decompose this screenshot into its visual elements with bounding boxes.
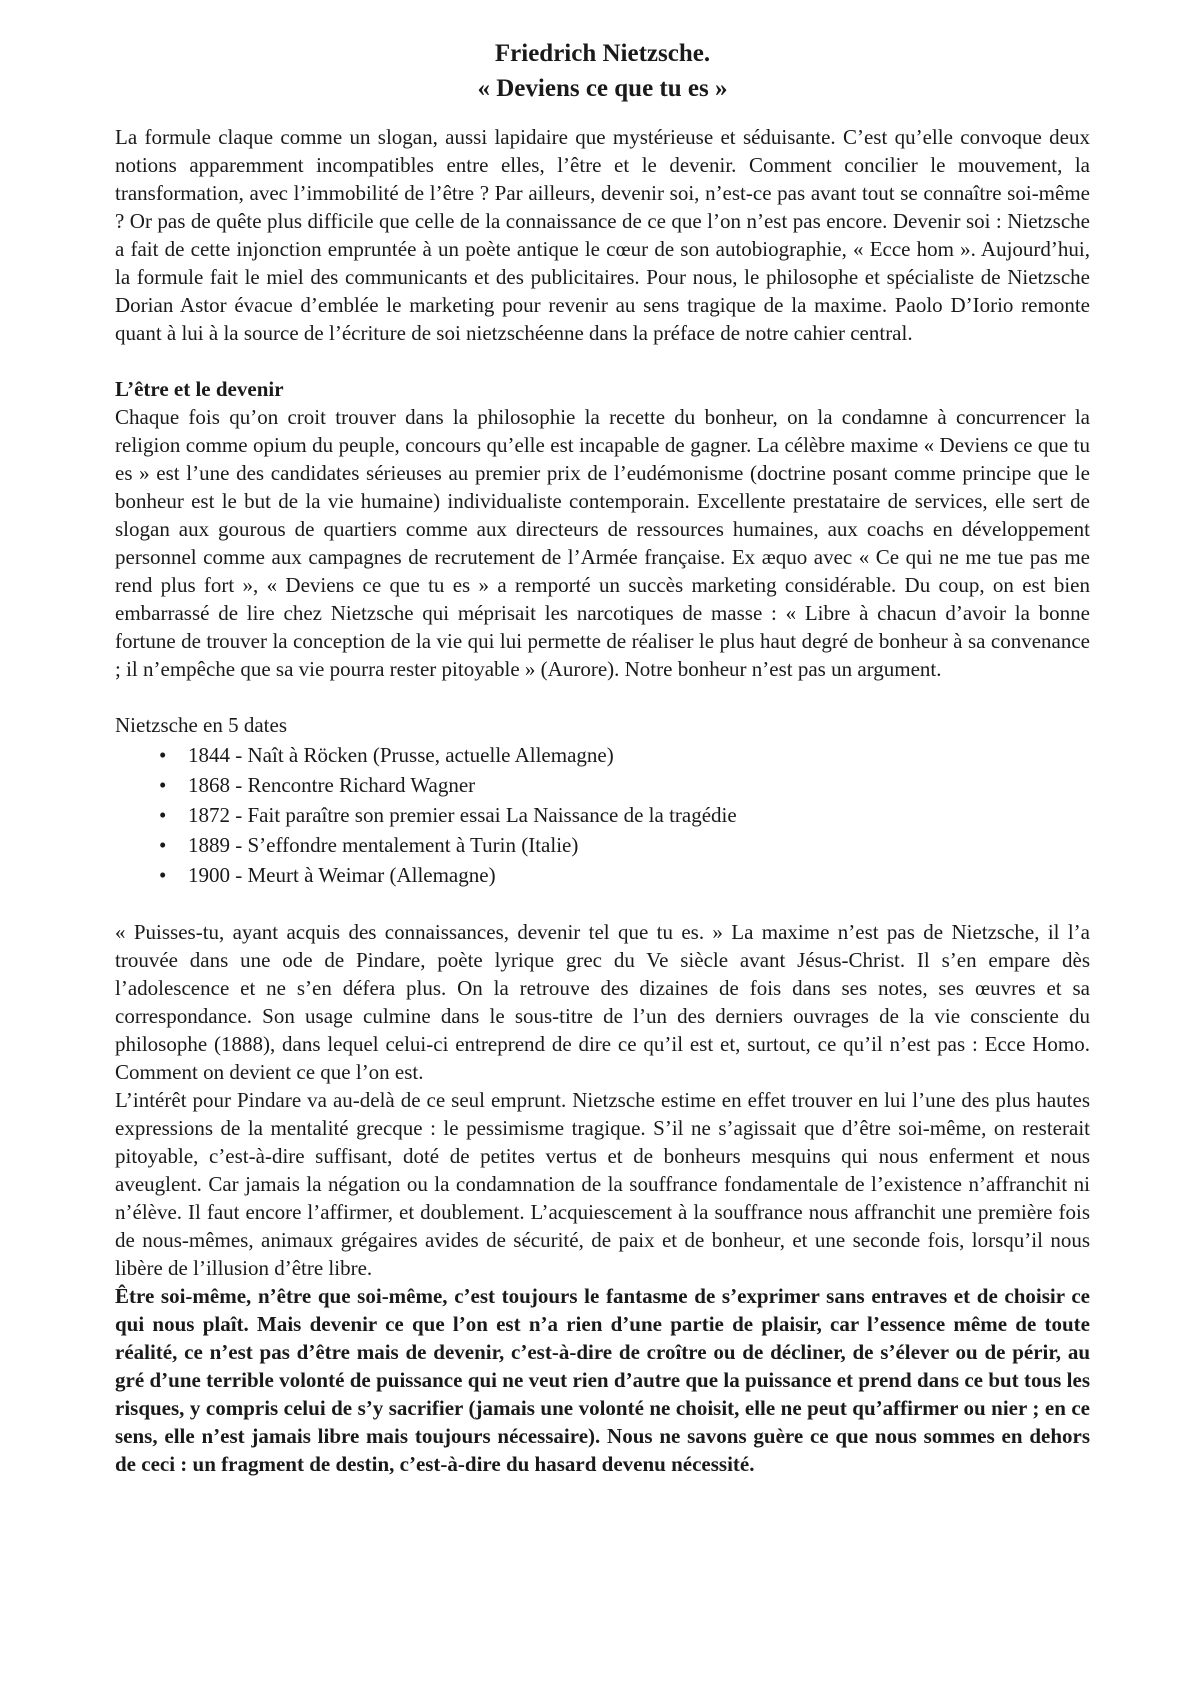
section-paragraph: Chaque fois qu’on croit trouver dans la philosophie la recette du bonheur, on la condamne à concurrencer la religion comme opium du peuple, concours qu’elle est incapable de gagner. La célèbre maxime « Deviens ce que tu es » est l’une des candidates sérieuses au premier prix de l’eudémonisme (doctrine posant comme principe que le bonheur est le but de la vie humaine) individualiste contemporain. Excellente prestataire de services, elle sert de slogan aux gourous de quartiers comme aux directeurs de ressources humaines, aux coachs en développement personnel comme aux campagnes de recrutement de l’Armée française. Ex æquo avec « Ce qui ne me tue pas me rend plus fort », « Deviens ce que tu es » a remporté un succès marketing considérable. Du coup, on est bien embarrassé de lire chez Nietzsche qui méprisait les narcotiques de masse : « Libre à chacun d’avoir la bonne fortune de trouver la conception de la vie qui lui permette de réaliser le plus haut degré de bonheur à sa convenance ; il n’empêche que sa vie pourra rester pitoyable » (Aurore). Notre bonheur n’est pas un argument.: [115, 405, 1090, 681]
dates-heading: Nietzsche en 5 dates: [115, 713, 288, 737]
list-item: [159, 770, 1090, 800]
document-page: [115, 36, 1090, 1478]
list-item: [159, 800, 1090, 830]
date-text: 1844 - Naît à Röcken (Prusse, actuelle Allemagne): [188, 743, 614, 767]
bullet-icon: •: [159, 833, 167, 857]
title-line-author: Friedrich Nietzsche.: [494, 40, 711, 67]
spacer: [115, 890, 1090, 918]
intro-paragraph: La formule claque comme un slogan, aussi lapidaire que mystérieuse et séduisante. C’est qu’elle convoque deux notions apparemment incompatibles entre elles, l’être et le devenir. Comment concilier le mouvement, la transformation, avec l’immobilité de l’être ? Par ailleurs, devenir soi, n’est-ce pas avant tout se connaître soi-même ? Or pas de quête plus difficile que celle de la connaissance de ce que l’on n’est pas encore. Devenir soi : Nietzsche a fait de cette injonction empruntée à un poète antique le cœur de son autobiographie, « Ecce hom ». Aujourd’hui, la formule fait le miel des communicants et des publicitaires. Pour nous, le philosophe et spécialiste de Nietzsche Dorian Astor évacue d’emblée le marketing pour revenir au sens tragique de la maxime. Paolo D’Iorio remonte quant à lui à la source de l’écriture de soi nietzschéenne dans la préface de notre cahier central.: [115, 125, 1090, 345]
date-text: 1900 - Meurt à Weimar (Allemagne): [188, 863, 496, 887]
bullet-icon: •: [159, 743, 167, 767]
conclusion-paragraph: Être soi-même, n’être que soi-même, c’est toujours le fantasme de s’exprimer sans entraves et de choisir ce qui nous plaît. Mais devenir ce que l’on est n’a rien d’une partie de plaisir, car l’essence même de toute réalité, ce n’est pas d’être mais de devenir, c’est-à-dire de croître ou de décliner, de s’élever ou de périr, au gré d’une terrible volonté de puissance qui ne veut rien d’autre que la puissance et prend dans ce but tous les risques, y compris celui de s’y sacrifier (jamais une volonté ne choisit, elle ne peut qu’affirmer ou nier ; en ce sens, elle n’est jamais libre mais toujours nécessaire). Nous ne savons guère ce que nous sommes en dehors de ceci : un fragment de destin, c’est-à-dire du hasard devenu nécessité.: [115, 1284, 1090, 1476]
date-text: 1868 - Rencontre Richard Wagner: [188, 773, 476, 797]
date-text: 1889 - S’effondre mentalement à Turin (Italie): [188, 833, 579, 857]
interet-paragraph: L’intérêt pour Pindare va au-delà de ce seul emprunt. Nietzsche estime en effet trouver en lui l’une des plus hautes expressions de la mentalité grecque : le pessimisme tragique. S’il ne s’agissait que d’être soi-même, on resterait pitoyable, c’est-à-dire suffisant, doté de petites vertus et de bonheurs mesquins qui nous enferment et nous aveuglent. Car jamais la négation ou la condamnation de la souffrance fondamentale de l’existence n’affranchit ni n’élève. Il faut encore l’affirmer, et doublement. L’acquiescement à la souffrance nous affranchit une première fois de nous-mêmes, animaux grégaires avides de sécurité, de paix et de bonheur, et une seconde fois, lorsqu’il nous libère de l’illusion d’être libre.: [115, 1088, 1090, 1280]
bullet-icon: •: [159, 773, 167, 797]
bullet-icon: •: [159, 803, 167, 827]
pindare-paragraph: « Puisses-tu, ayant acquis des connaissances, devenir tel que tu es. » La maxime n’est pas de Nietzsche, il l’a trouvée dans une ode de Pindare, poète lyrique grec du Ve siècle avant Jésus-Christ. Il s’en empare dès l’adolescence et ne s’en défera plus. On la retrouve des dizaines de fois dans ses notes, ses œuvres et sa correspondance. Son usage culmine dans le sous-titre de l’un des derniers ouvrages de la vie consciente du philosophe (1888), dans lequel celui-ci entreprend de dire ce qu’il est et, surtout, ce qu’il n’est pas : Ecce Homo. Comment on devient ce que l’on est.: [115, 920, 1090, 1084]
document-title: [115, 36, 1090, 106]
title-line-maxim: « Deviens ce que tu es »: [477, 75, 728, 102]
list-item: [159, 860, 1090, 890]
date-text: 1872 - Fait paraître son premier essai La Naissance de la tragédie: [188, 803, 737, 827]
bullet-icon: •: [159, 863, 167, 887]
section-heading: L’être et le devenir: [115, 377, 284, 401]
dates-list: [115, 740, 1090, 890]
list-item: [159, 830, 1090, 860]
list-item: [159, 740, 1090, 770]
